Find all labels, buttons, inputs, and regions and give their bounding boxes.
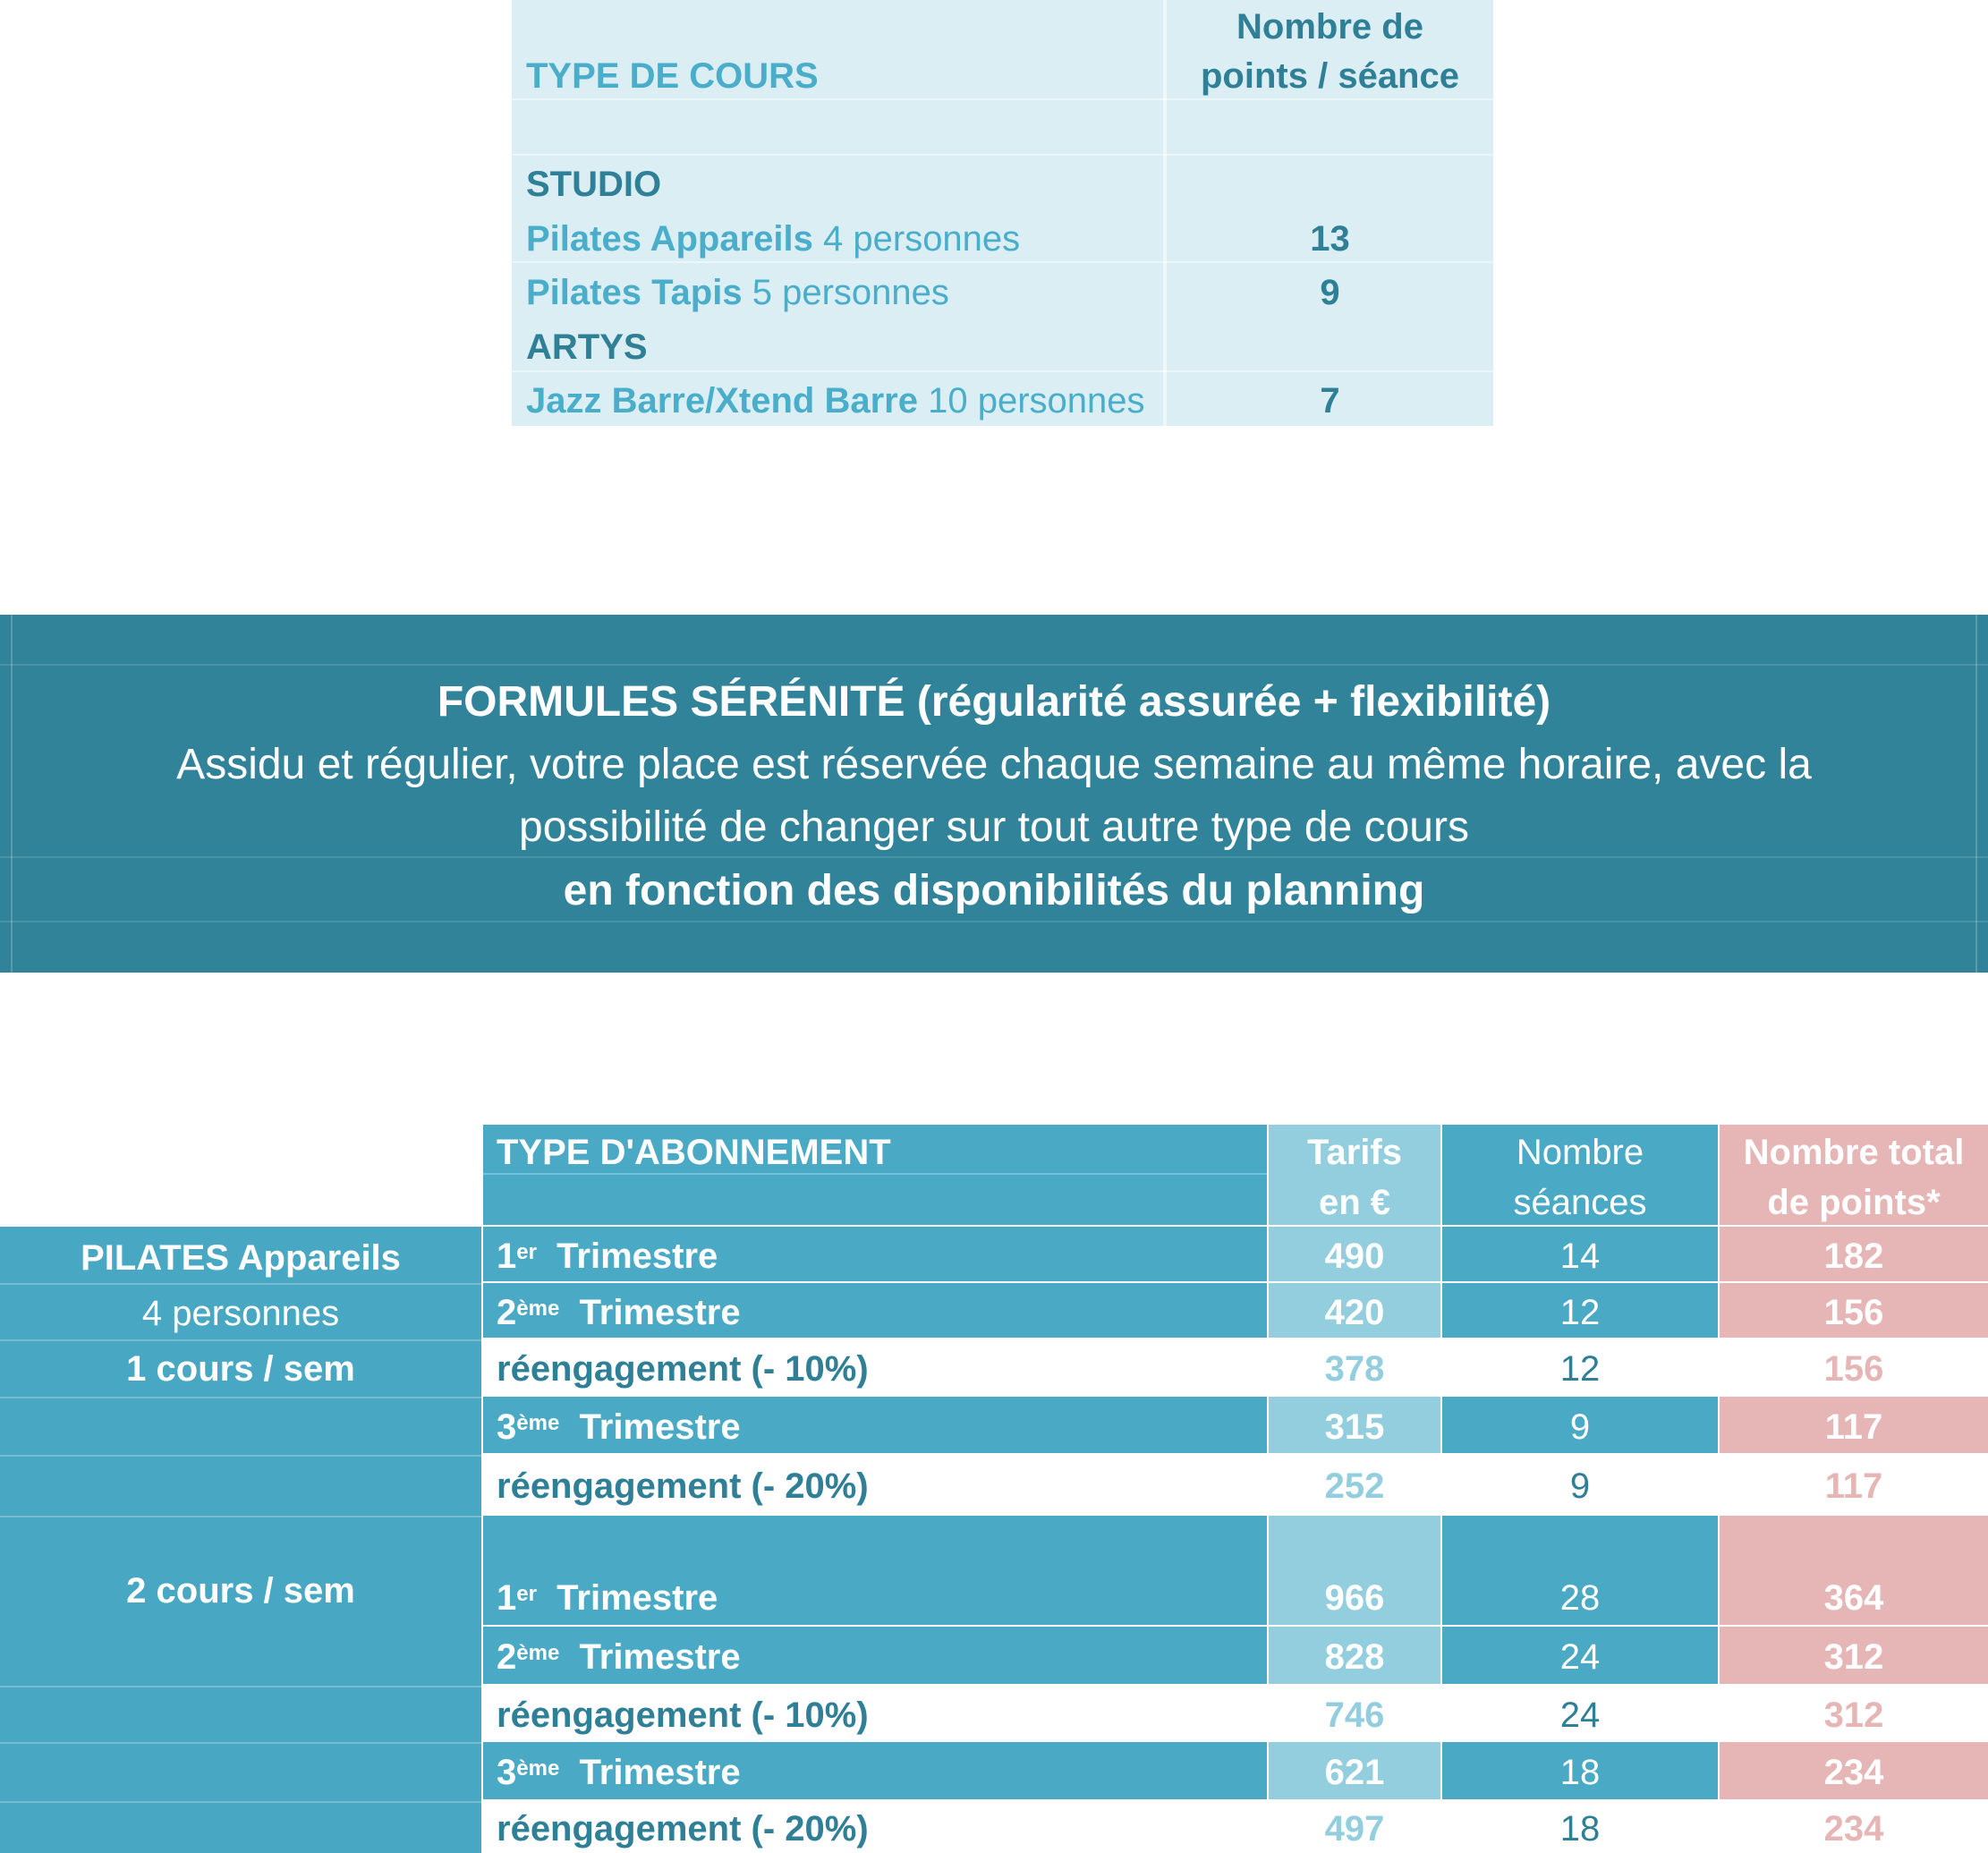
banner-line-2: possibilité de changer sur tout autre type de cours: [519, 803, 1469, 851]
price-value: 966: [1324, 1578, 1385, 1618]
trimester-ordinal: er: [516, 1240, 537, 1264]
course-row-pilates-appareils: [526, 217, 1020, 260]
trimester-label: [497, 1636, 741, 1679]
sessions-value: 9: [1569, 1407, 1591, 1447]
course-capacity: 4 personnes: [823, 219, 1021, 259]
price-value: 420: [1324, 1293, 1385, 1332]
row-divider: [512, 370, 1493, 372]
spacer-cell: [483, 1516, 1267, 1568]
spacer-cell: [1720, 1516, 1988, 1568]
reengagement-label: réengagement (- 10%): [497, 1696, 869, 1735]
points-value: 312: [1823, 1637, 1884, 1677]
banner-gridline: [0, 856, 1988, 858]
left-column-gridline: [0, 1397, 481, 1398]
row-divider: [512, 98, 1493, 100]
banner-line-1: Assidu et régulier, votre place est réservée chaque semaine au même horaire, avec la: [176, 741, 1812, 788]
points-value: 312: [1823, 1696, 1884, 1735]
reengagement-label: réengagement (- 20%): [497, 1466, 869, 1506]
course-points: 7: [1320, 381, 1340, 421]
price-value: 497: [1324, 1809, 1385, 1849]
trimester-word: Trimestre: [559, 1753, 741, 1792]
left-label-two-per-week: 2 cours / sem: [126, 1571, 355, 1611]
sessions-value: 14: [1559, 1237, 1601, 1276]
course-row-pilates-tapis: [526, 271, 949, 314]
header-sessions-line2: séances: [1513, 1183, 1647, 1222]
sessions-value: 12: [1559, 1349, 1601, 1389]
price-value: 252: [1324, 1466, 1385, 1506]
header-price-line1: Tarifs: [1307, 1133, 1402, 1172]
section-title-studio: STUDIO: [526, 165, 662, 204]
trimester-word: Trimestre: [559, 1293, 741, 1332]
points-value: 182: [1823, 1237, 1884, 1276]
banner-title: FORMULES SÉRÉNITÉ (régularité assurée + flexibilité): [437, 678, 1551, 726]
left-column-gridline: [0, 1742, 481, 1744]
header-price-line2: en €: [1318, 1183, 1391, 1222]
course-name: Jazz Barre/Xtend Barre: [526, 381, 918, 421]
trimester-label: [497, 1406, 741, 1449]
left-column-gridline: [0, 1283, 481, 1285]
banner-gridline: [11, 615, 13, 973]
trimester-ordinal: ème: [516, 1411, 560, 1435]
course-name: Pilates Appareils: [526, 219, 813, 259]
course-name: Pilates Tapis: [526, 273, 743, 312]
spacer-cell: [1442, 1516, 1718, 1568]
trimester-number: 1: [497, 1578, 517, 1618]
points-value: 234: [1823, 1753, 1884, 1792]
trimester-word: Trimestre: [559, 1637, 741, 1677]
trimester-ordinal: ème: [516, 1756, 560, 1781]
course-row-jazz-barre: [526, 379, 1145, 422]
sessions-value: 18: [1559, 1753, 1601, 1792]
trimester-ordinal: er: [516, 1582, 537, 1606]
points-value: 364: [1823, 1578, 1884, 1618]
formules-serenite-banner: [0, 615, 1988, 973]
points-value: 156: [1823, 1349, 1884, 1389]
points-value: 234: [1823, 1809, 1884, 1849]
trimester-number: 2: [497, 1293, 517, 1332]
left-label-capacity: 4 personnes: [141, 1294, 340, 1333]
trimester-number: 3: [497, 1407, 517, 1447]
price-value: 490: [1324, 1237, 1385, 1276]
course-capacity: 5 personnes: [752, 273, 949, 312]
points-value: 156: [1823, 1293, 1884, 1332]
trimester-label: [497, 1751, 741, 1794]
trimester-word: Trimestre: [559, 1407, 741, 1447]
trimester-word: Trimestre: [536, 1237, 718, 1276]
row-divider: [512, 154, 1493, 156]
course-points: 13: [1310, 219, 1350, 259]
section-title-artys: ARTYS: [526, 327, 648, 367]
sessions-value: 28: [1559, 1578, 1601, 1618]
reengagement-label: réengagement (- 10%): [497, 1349, 869, 1389]
left-column-gridline: [0, 1686, 481, 1687]
points-value: 117: [1824, 1407, 1883, 1447]
left-label-one-per-week: 1 cours / sem: [126, 1349, 355, 1389]
banner-gridline: [1975, 615, 1977, 973]
price-value: 828: [1324, 1637, 1385, 1677]
course-capacity: 10 personnes: [928, 381, 1145, 421]
price-value: 621: [1324, 1753, 1385, 1792]
price-value: 746: [1324, 1696, 1385, 1735]
header-sessions-line1: Nombre: [1516, 1133, 1644, 1172]
trimester-label: [497, 1577, 718, 1619]
banner-gridline: [0, 664, 1988, 666]
banner-line-3: en fonction des disponibilités du planning: [563, 867, 1425, 914]
header-type-d-abonnement: TYPE D'ABONNEMENT: [497, 1133, 891, 1172]
trimester-label: [497, 1291, 741, 1334]
header-points-line2: de points*: [1767, 1183, 1941, 1222]
header-points-line1: Nombre de: [1236, 7, 1423, 47]
header-points-line1: Nombre total: [1743, 1133, 1965, 1172]
points-per-session-table: [512, 0, 1493, 426]
row-divider: [512, 261, 1493, 263]
trimester-number: 1: [497, 1237, 517, 1276]
left-column-gridline: [0, 1801, 481, 1803]
trimester-ordinal: ème: [516, 1641, 560, 1665]
trimester-label: [497, 1235, 718, 1278]
sessions-value: 18: [1559, 1809, 1601, 1849]
trimester-number: 2: [497, 1637, 517, 1677]
sessions-value: 9: [1569, 1466, 1591, 1506]
price-value: 378: [1324, 1349, 1385, 1389]
left-column-gridline: [0, 1516, 481, 1517]
left-column-gridline: [0, 1455, 481, 1457]
price-value: 315: [1324, 1407, 1385, 1447]
header-points-line2: points / séance: [1201, 56, 1459, 96]
trimester-word: Trimestre: [536, 1578, 718, 1618]
banner-gridline: [0, 921, 1988, 922]
left-column-gridline: [0, 1339, 481, 1341]
trimester-ordinal: ème: [516, 1296, 560, 1321]
points-value: 117: [1824, 1466, 1883, 1506]
left-label-course: PILATES Appareils: [81, 1238, 401, 1278]
header-type-de-cours: TYPE DE COURS: [526, 56, 819, 96]
sessions-value: 24: [1559, 1637, 1601, 1677]
reengagement-label: réengagement (- 20%): [497, 1809, 869, 1849]
sessions-value: 24: [1559, 1696, 1601, 1735]
sessions-value: 12: [1559, 1293, 1601, 1332]
trimester-number: 3: [497, 1753, 517, 1792]
course-points: 9: [1320, 273, 1340, 312]
spacer-cell: [1269, 1516, 1440, 1568]
